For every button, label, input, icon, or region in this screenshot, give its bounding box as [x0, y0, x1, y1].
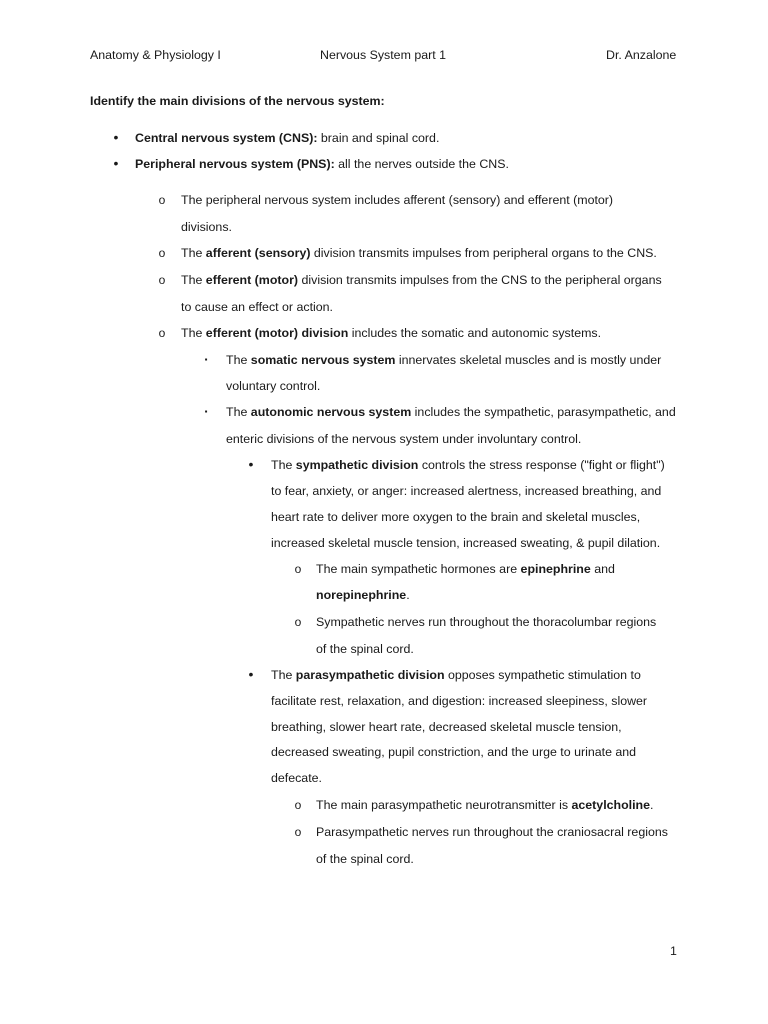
bullet-marker: •: [113, 155, 119, 171]
list-item-continuation: heart rate to deliver more oxygen to the brain and skeletal muscles,: [271, 510, 641, 524]
circle-marker: o: [158, 273, 166, 287]
circle-marker: o: [158, 193, 166, 207]
list-item-continuation: facilitate rest, relaxation, and digestion: increased sleepiness, slower: [271, 694, 648, 708]
header-instructor: Dr. Anzalone: [606, 48, 677, 62]
page-number: 1: [670, 944, 677, 958]
list-item-pns-divisions: The peripheral nervous system includes afferent (sensory) and efferent (motor): [181, 193, 614, 207]
list-item-continuation: increased skeletal muscle tension, increased sweating, & pupil dilation.: [271, 536, 661, 550]
section-heading: Identify the main divisions of the nervous system:: [90, 94, 385, 108]
list-item-cns: Central nervous system (CNS): brain and spinal cord.: [135, 131, 440, 145]
square-marker: ▪: [204, 407, 208, 416]
list-item-continuation: voluntary control.: [226, 379, 321, 393]
header-topic: Nervous System part 1: [320, 48, 447, 62]
list-item-efferent-division: The efferent (motor) division includes the somatic and autonomic systems.: [181, 326, 602, 340]
list-item-continuation: norepinephrine.: [316, 588, 410, 602]
list-item-pns: Peripheral nervous system (PNS): all the nerves outside the CNS.: [135, 157, 509, 171]
term-cns: Central nervous system (CNS):: [135, 131, 318, 145]
bullet-marker: •: [113, 129, 119, 145]
list-item-parasympathetic: The parasympathetic division opposes sympathetic stimulation to: [271, 668, 641, 682]
circle-marker: o: [294, 825, 302, 839]
bullet-marker: •: [248, 456, 254, 472]
list-item-somatic: The somatic nervous system innervates skeletal muscles and is mostly under: [226, 353, 662, 367]
list-item-parasympathetic-nerves: Parasympathetic nerves run throughout the craniosacral regions: [316, 825, 668, 839]
header-course: Anatomy & Physiology I: [90, 48, 221, 62]
bullet-marker: •: [248, 666, 254, 682]
list-item-continuation: of the spinal cord.: [316, 852, 414, 866]
list-item-sympathetic-nerves: Sympathetic nerves run throughout the thoracolumbar regions: [316, 615, 657, 629]
square-marker: ▪: [204, 355, 208, 364]
circle-marker: o: [294, 615, 302, 629]
list-item-continuation: breathing, slower heart rate, decreased skeletal muscle tension,: [271, 720, 622, 734]
circle-marker: o: [294, 798, 302, 812]
list-item-autonomic: The autonomic nervous system includes the sympathetic, parasympathetic, and: [226, 405, 676, 419]
list-item-sympathetic-hormones: The main sympathetic hormones are epinephrine and: [316, 562, 615, 576]
list-item-continuation: decreased sweating, pupil constriction, and the urge to urinate and: [271, 745, 637, 759]
list-item-sympathetic: The sympathetic division controls the stress response ("fight or flight"): [271, 458, 665, 472]
list-item-continuation: of the spinal cord.: [316, 642, 414, 656]
circle-marker: o: [294, 562, 302, 576]
list-item-efferent: The efferent (motor) division transmits impulses from the CNS to the peripheral organs: [181, 273, 662, 287]
list-item-parasympathetic-nt: The main parasympathetic neurotransmitter is acetylcholine.: [316, 798, 654, 812]
circle-marker: o: [158, 326, 166, 340]
list-item-continuation: to fear, anxiety, or anger: increased alertness, increased breathing, and: [271, 484, 662, 498]
term-pns: Peripheral nervous system (PNS):: [135, 157, 335, 171]
circle-marker: o: [158, 246, 166, 260]
list-item-afferent: The afferent (sensory) division transmits impulses from peripheral organs to the CNS.: [181, 246, 657, 260]
list-item-continuation: to cause an effect or action.: [181, 300, 333, 314]
list-item-continuation: defecate.: [271, 771, 322, 785]
list-item-continuation: divisions.: [181, 220, 232, 234]
list-item-continuation: enteric divisions of the nervous system under involuntary control.: [226, 432, 582, 446]
